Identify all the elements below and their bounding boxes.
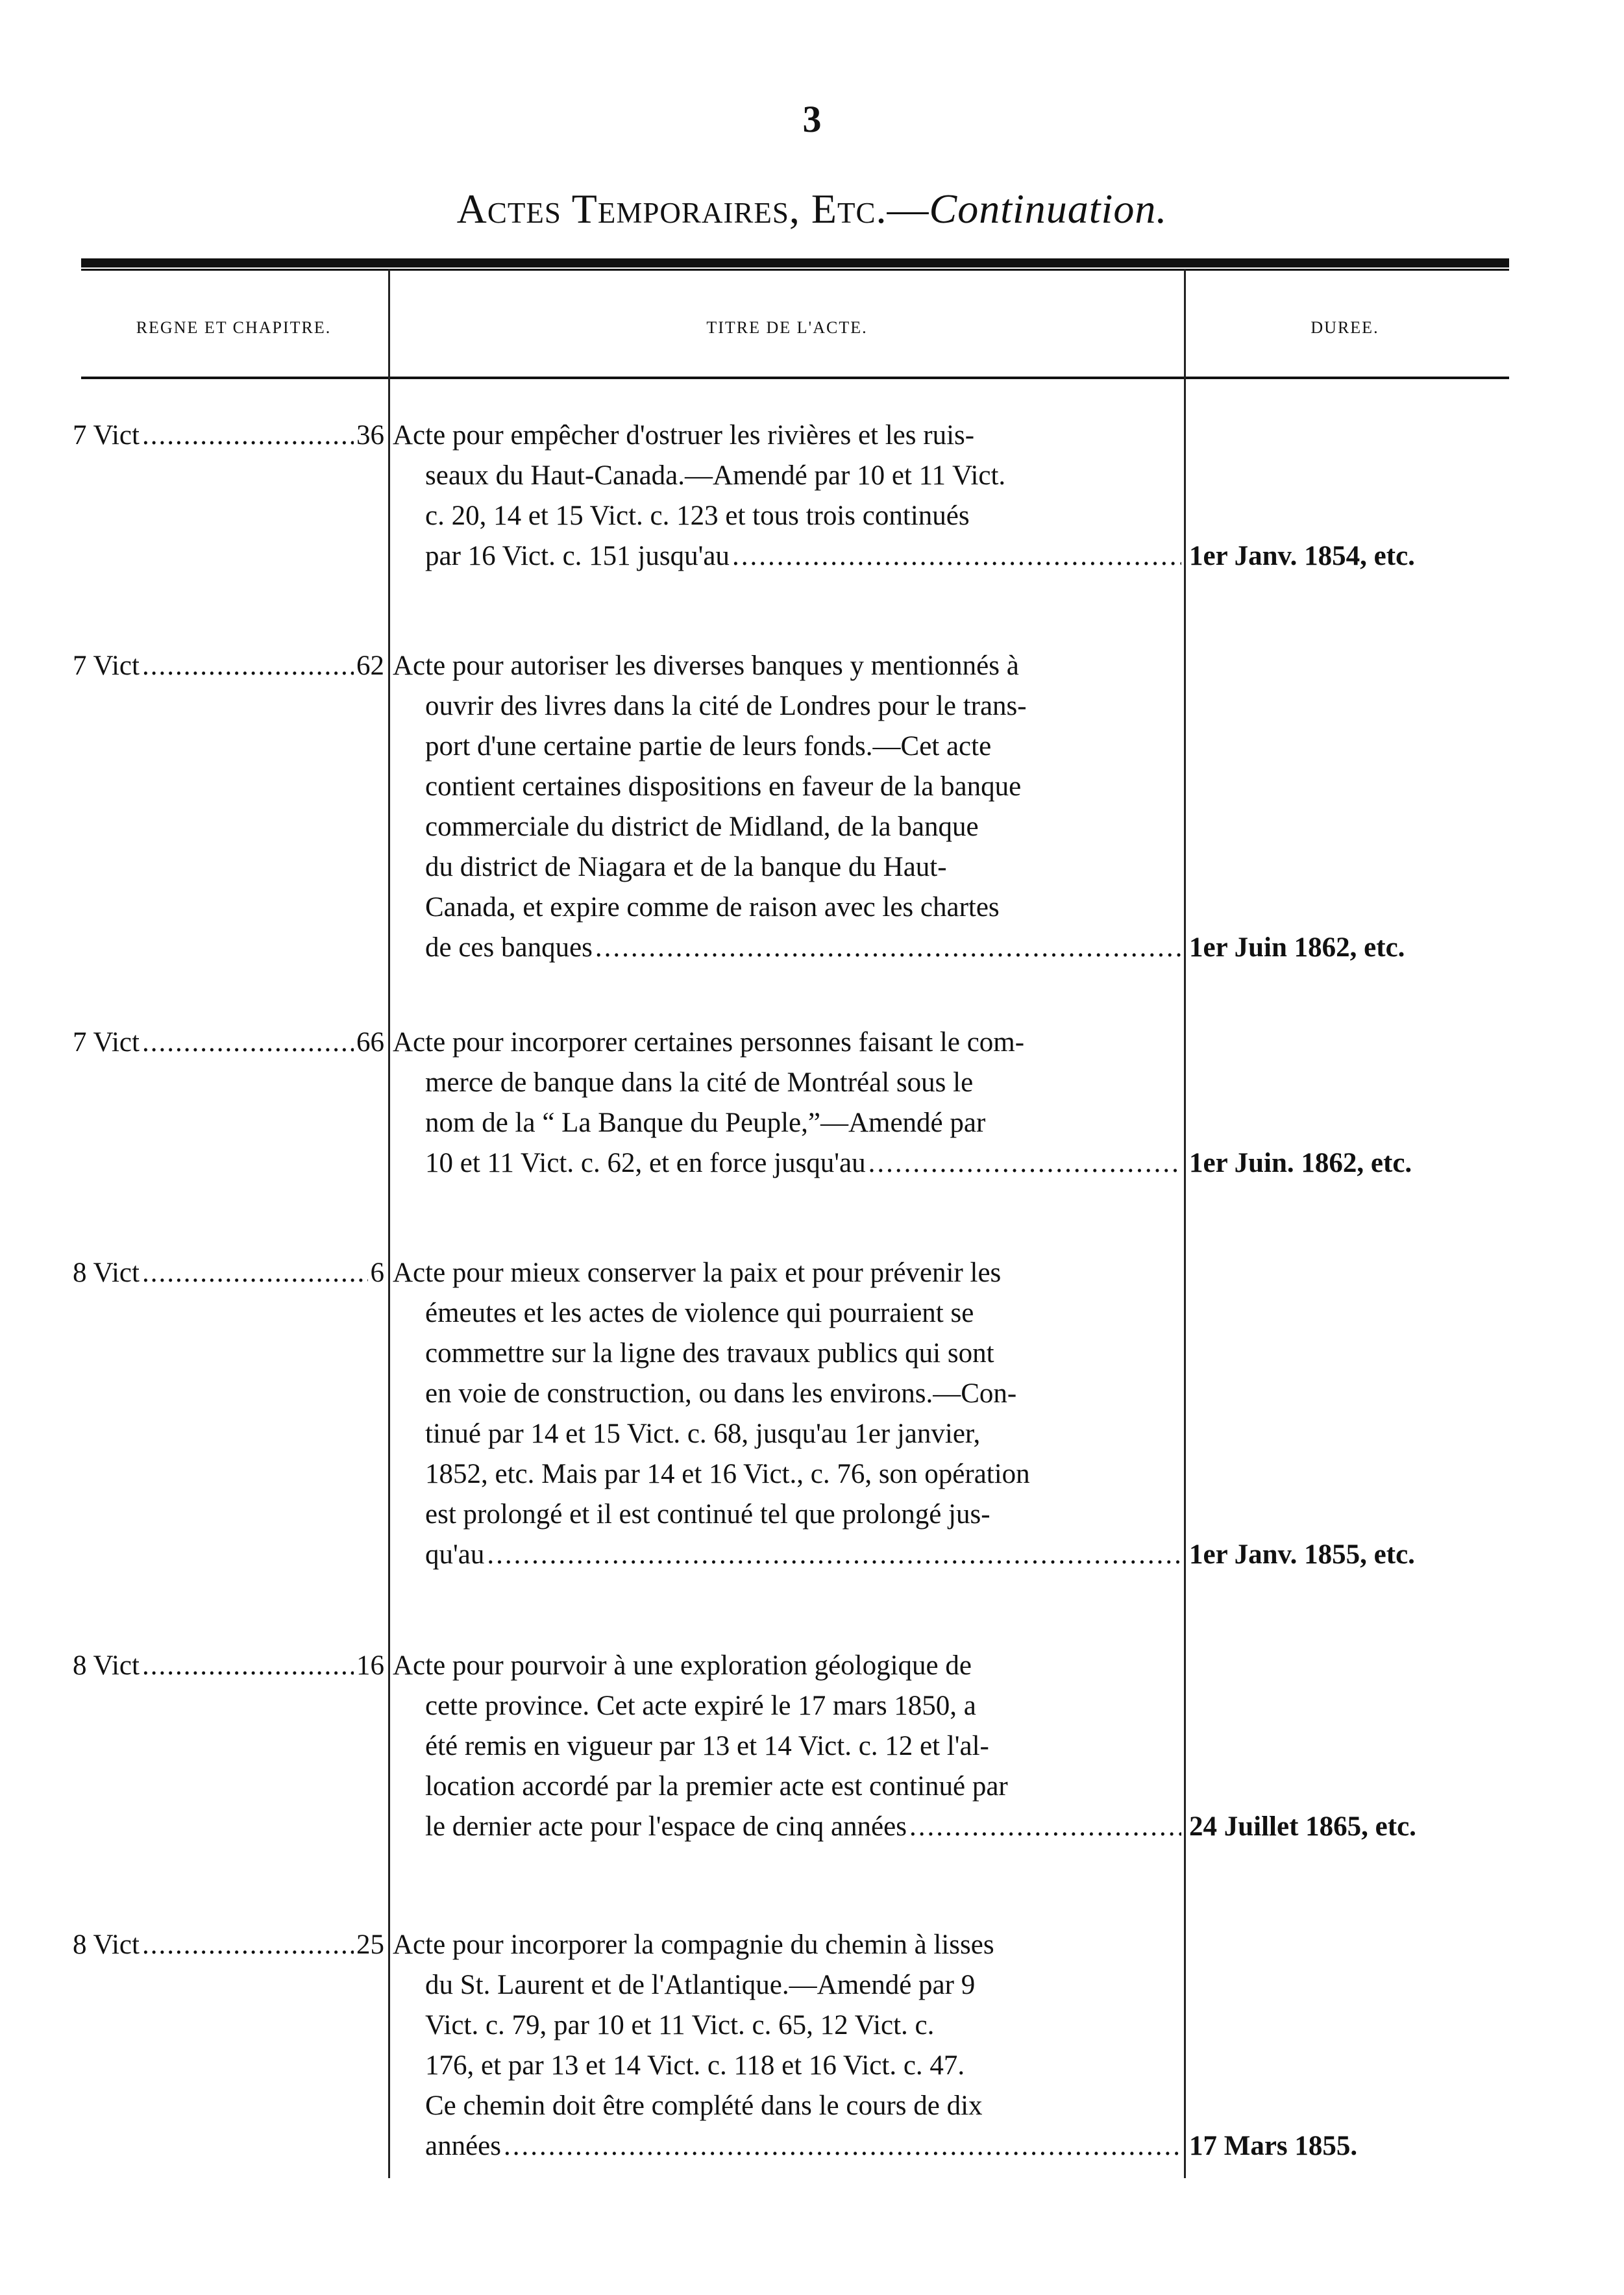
chapitre-number: 66 <box>356 1027 384 1058</box>
titre-line: port d'une certaine partie de leurs fonds.—Cet acte <box>425 731 992 762</box>
leader-dots <box>142 1646 354 1686</box>
duree-cell: 1er Janv. 1855, etc. <box>1189 1539 1415 1570</box>
titre-line: cette province. Cet acte expiré le 17 mars 1850, a <box>425 1691 976 1721</box>
chapitre-number: 36 <box>356 420 384 451</box>
duree-cell: 17 Mars 1855. <box>1189 2131 1358 2161</box>
leader-dots <box>732 536 1181 577</box>
titre-line: Ce chemin doit être complété dans le cours de dix <box>425 2090 983 2121</box>
titre-line: Acte pour autoriser les diverses banques y mentionnés à <box>393 651 1019 681</box>
titre-line: est prolongé et il est continué tel que prolongé jus- <box>425 1499 990 1530</box>
leader-dots <box>595 928 1181 968</box>
titre-cell <box>393 646 1181 968</box>
page-title-main: Actes Temporaires, Etc.— <box>456 186 929 232</box>
titre-line: par 16 Vict. c. 151 jusqu'au ..... <box>393 536 1181 577</box>
titre-cell <box>393 1253 1181 1575</box>
chapitre-number: 6 <box>370 1258 384 1288</box>
regne-cell <box>73 1253 384 1293</box>
titre-line: location accordé par la premier acte est continué par <box>425 1771 1008 1802</box>
titre-line: Acte pour incorporer la compagnie du chemin à lisses <box>393 1929 994 1960</box>
titre-line: de ces banques ..... <box>393 928 1181 968</box>
titre-line: 1852, etc. Mais par 14 et 16 Vict., c. 76, son opération <box>425 1459 1030 1489</box>
titre-line: du district de Niagara et de la banque du Haut- <box>425 852 947 882</box>
regne-cell <box>73 416 384 456</box>
regne-label: 7 Vict <box>73 1027 140 1058</box>
titre-cell <box>393 416 1181 577</box>
column-header-regne: REGNE ET CHAPITRE. <box>136 318 332 337</box>
leader-dots <box>868 1143 1181 1184</box>
leader-dots <box>909 1807 1181 1847</box>
header-double-rule <box>81 258 1509 267</box>
column-header-duree: DUREE. <box>1310 318 1379 337</box>
page-number: 3 <box>802 98 822 140</box>
titre-line: 176, et par 13 et 14 Vict. c. 118 et 16 Vict. c. 47. <box>425 2050 965 2081</box>
duree-cell: 1er Juin. 1862, etc. <box>1189 1148 1412 1178</box>
chapitre-number: 62 <box>356 651 384 681</box>
titre-cell <box>393 1925 1181 2166</box>
titre-cell <box>393 1646 1181 1847</box>
titre-line: commerciale du district de Midland, de la banque <box>425 812 979 842</box>
page-title-italic: Continuation. <box>929 186 1168 232</box>
titre-line: nom de la “ La Banque du Peuple,”—Amendé par <box>425 1108 986 1138</box>
titre-cell <box>393 1023 1181 1184</box>
regne-cell <box>73 646 384 686</box>
column-divider-left <box>388 269 390 2178</box>
regne-cell <box>73 1646 384 1686</box>
titre-line: ouvrir des livres dans la cité de Londres pour le trans- <box>425 691 1027 721</box>
regne-cell <box>73 1023 384 1063</box>
page-title <box>0 185 1624 233</box>
regne-label: 8 Vict <box>73 1929 140 1960</box>
regne-cell <box>73 1925 384 1965</box>
titre-line: été remis en vigueur par 13 et 14 Vict. c. 12 et l'al- <box>425 1731 989 1761</box>
titre-line: Acte pour mieux conserver la paix et pour prévenir les <box>393 1258 1002 1288</box>
leader-dots <box>142 1023 354 1063</box>
titre-line: Canada, et expire comme de raison avec les chartes <box>425 892 1000 923</box>
titre-line: du St. Laurent et de l'Atlantique.—Amendé par 9 <box>425 1970 976 2000</box>
column-divider-right <box>1184 269 1186 2178</box>
titre-line: le dernier acte pour l'espace de cinq années ..... <box>393 1807 1181 1847</box>
titre-line: Acte pour pourvoir à une exploration géologique de <box>393 1650 972 1681</box>
titre-line: c. 20, 14 et 15 Vict. c. 123 et tous trois continués <box>425 501 970 531</box>
titre-line: tinué par 14 et 15 Vict. c. 68, jusqu'au 1er janvier, <box>425 1419 981 1449</box>
column-header-titre: TITRE DE L'ACTE. <box>706 318 868 337</box>
titre-line: années ..... <box>393 2126 1181 2166</box>
titre-line: en voie de construction, ou dans les environs.—Con- <box>425 1378 1017 1409</box>
regne-label: 8 Vict <box>73 1650 140 1681</box>
leader-dots <box>142 646 354 686</box>
leader-dots <box>142 1925 354 1965</box>
titre-line: Acte pour incorporer certaines personnes faisant le com- <box>393 1027 1025 1058</box>
titre-line: Acte pour empêcher d'ostruer les rivières et les ruis- <box>393 420 975 451</box>
titre-line: commettre sur la ligne des travaux publics qui sont <box>425 1338 994 1369</box>
titre-line: seaux du Haut-Canada.—Amendé par 10 et 11 Vict. <box>425 460 1006 491</box>
titre-line: émeutes et les actes de violence qui pourraient se <box>425 1298 974 1328</box>
leader-dots <box>142 416 354 456</box>
titre-line: qu'au ..... <box>393 1535 1181 1575</box>
titre-line: Vict. c. 79, par 10 et 11 Vict. c. 65, 12 Vict. c. <box>425 2010 935 2041</box>
regne-label: 8 Vict <box>73 1258 140 1288</box>
duree-cell: 1er Juin 1862, etc. <box>1189 932 1405 963</box>
duree-cell: 24 Juillet 1865, etc. <box>1189 1811 1416 1842</box>
regne-label: 7 Vict <box>73 651 140 681</box>
leader-dots <box>504 2126 1181 2166</box>
regne-label: 7 Vict <box>73 420 140 451</box>
titre-line: merce de banque dans la cité de Montréal sous le <box>425 1067 974 1098</box>
leader-dots <box>487 1535 1181 1575</box>
leader-dots <box>142 1253 368 1293</box>
duree-cell: 1er Janv. 1854, etc. <box>1189 541 1415 571</box>
chapitre-number: 25 <box>356 1929 384 1960</box>
header-bottom-rule <box>81 377 1509 379</box>
titre-line: contient certaines dispositions en faveur de la banque <box>425 771 1022 802</box>
titre-line: 10 et 11 Vict. c. 62, et en force jusqu'au ..... <box>393 1143 1181 1184</box>
chapitre-number: 16 <box>356 1650 384 1681</box>
